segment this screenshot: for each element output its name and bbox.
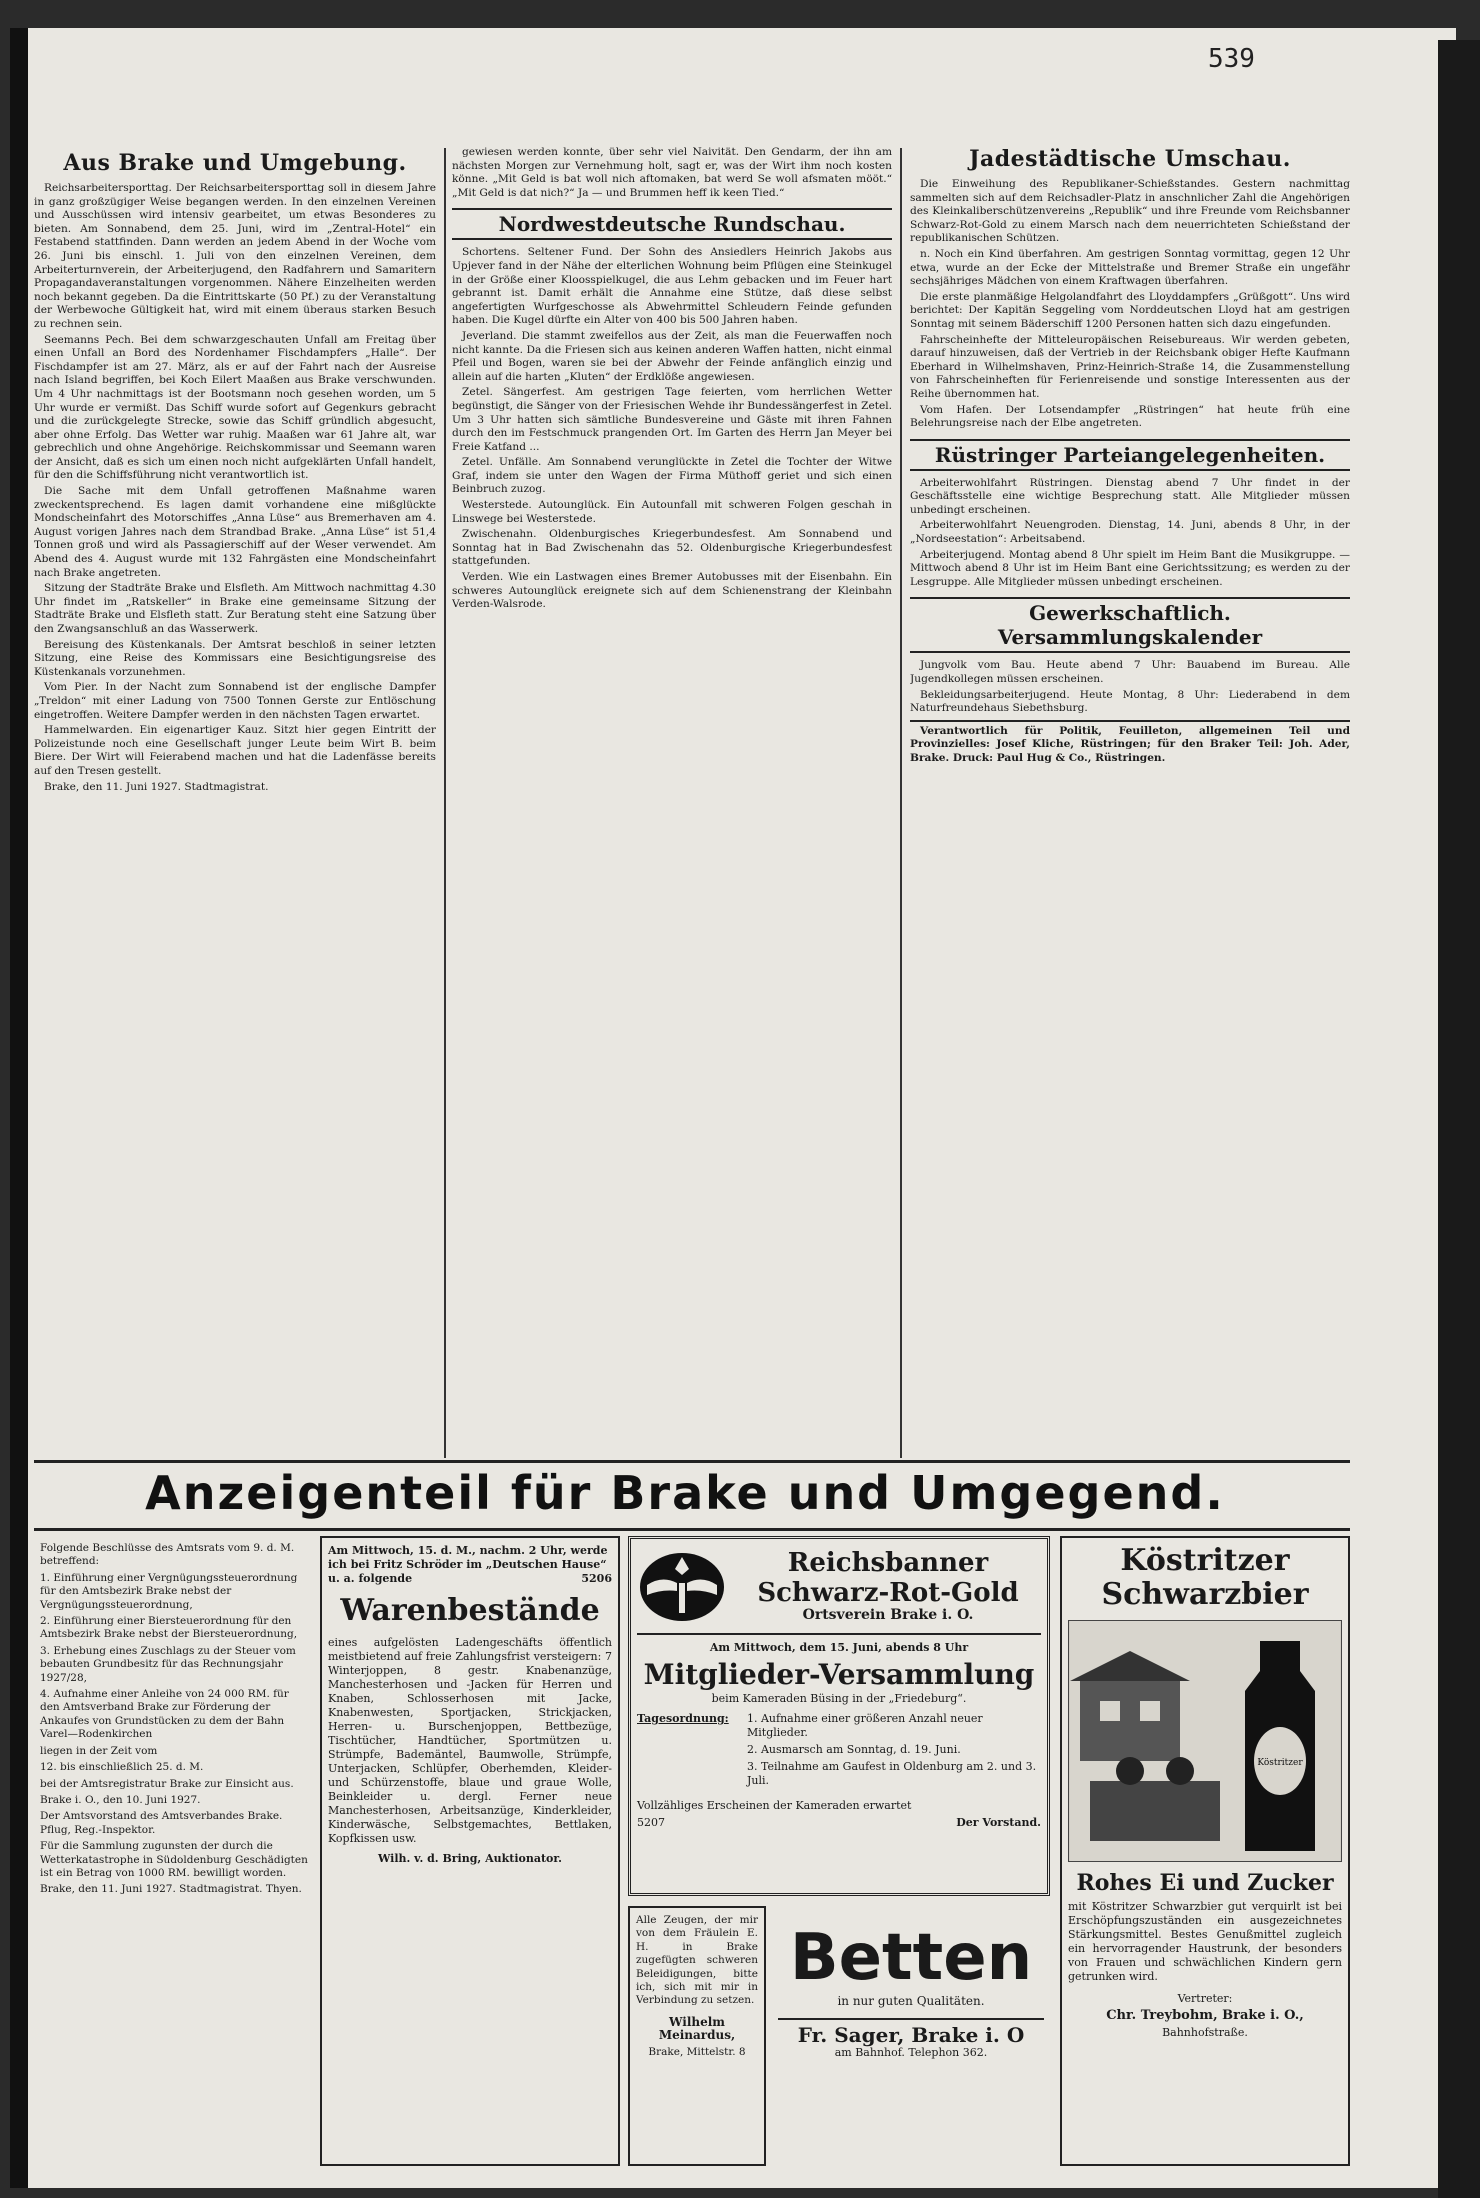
article-paragraph: Sitzung der Stadträte Brake und Elsfleth. Am Mittwoch nachmittag 4.30 Uhr findet im „Ratskeller“ in Brake eine gemeinsame Sitzung der Stadträte Brake und Elsfleth statt. Zur Beratung steht eine Satzung über den Zwangsanschluß an das Wasserwerk. (34, 582, 436, 635)
beer-title-2: Schwarzbier (1101, 1577, 1309, 1612)
ad-section-heading: Anzeigenteil für Brake und Umgegend. (145, 1466, 1225, 1520)
beer-illustration (1068, 1620, 1342, 1862)
ad-warenbestaende (320, 1536, 620, 2166)
notice-line: liegen in der Zeit vom (40, 1744, 158, 1757)
witness-name: Wilhelm Meinardus, (658, 2014, 736, 2043)
agenda-item: 1. Aufnahme einer größeren Anzahl neuer Mitglieder. (747, 1712, 983, 1739)
article-paragraph: Zetel. Unfälle. Am Sonnabend verunglückte in Zetel die Tochter der Witwe Graf, indem sie unter den Wagen der Firma Müthoff geriet und sich einen Beinbruch zuzog. (452, 456, 892, 496)
ad-code: 5207 (637, 1816, 665, 1829)
article-paragraph: Arbeiterwohlfahrt Neuengroden. Dienstag, 14. Juni, abends 8 Uhr, in der „Nordseestation“: Arbeitsabend. (910, 519, 1350, 546)
ad-koestritzer (1060, 1536, 1350, 2166)
section-heading-union: Gewerkschaftlich. Versammlungskalender (910, 597, 1350, 653)
betten-address: am Bahnhof. Telephon 362. (834, 2046, 988, 2059)
agenda-label: Tagesordnung: (637, 1712, 729, 1725)
betten-title: Betten (789, 1921, 1033, 1995)
ad-section-top-rule (34, 1460, 1350, 1463)
notice-line: 12. bis einschließlich 25. d. M. (40, 1761, 204, 1774)
eagle-icon (637, 1545, 727, 1625)
article-paragraph: Arbeiterjugend. Montag abend 8 Uhr spielt im Heim Bant die Musikgruppe. — Mittwoch abend 8 Uhr ist im Heim Bant eine Gerichtssitzung; es werden zu der Lesgruppe. Alle Mitglieder müssen unbedingt erscheinen. (910, 548, 1350, 588)
notice-line: 3. Erhebung eines Zuschlags zu der Steuer vom bebauten Grundbesitz für das Rechnungsjahr 1927/28, (40, 1644, 296, 1684)
agenda-list (747, 1712, 1041, 1791)
column-jade-city-news (910, 146, 1350, 1456)
article-paragraph: Zetel. Sängerfest. Am gestrigen Tage feierten, vom herrlichen Wetter begünstigt, die Sänger von der Friesischen Wehde ihr Bundessängerfest in Zetel. Um 3 Uhr hatten sich sämtliche Bundesvereine und Gäste mit ihren Fahnen durch den im Festschmuck prangenden Ort. Im Garten des Herrn Jan Meyer bei Freie Katfand ... (452, 386, 892, 453)
tavern-scene-icon (1069, 1621, 1341, 1861)
column-body (452, 246, 892, 611)
notice-line: Brake, den 11. Juni 1927. Stadtmagistrat. Thyen. (40, 1883, 302, 1896)
notice-line: Folgende Beschlüsse des Amtsrats vom 9. d. M. betreffend: (40, 1542, 295, 1568)
notice-line: 1. Einführung einer Vergnügungssteuerordnung für den Amtsbezirk Brake nebst der Vergnügungssteuerordnung, (40, 1571, 298, 1611)
meeting-place: beim Kameraden Büsing in der „Friedeburg“. (711, 1692, 967, 1705)
article-paragraph: Seemanns Pech. Bei dem schwarzgeschauten Unfall am Freitag über einen Unfall an Bord des Nordenhamer Fischdampfers „Halle“. Der Fischdampfer ist am 27. März, als er auf der Fahrt nach der Ausreise nach Island begriffen, bei Koch Eilert Maaßen aus Brake verschwunden. Um 4 Uhr nachmittags ist der Bootsmann noch gesehen worden, um 5 Uhr wurde er vermißt. Das Schiff wurde sofort auf Gegenkurs gebracht und die zurückgelegte Strecke, sowie das Schiff gründlich abgesucht, aber ohne Erfolg. Das Wetter war ruhig. Maaßen war 61 Jahre alt, war gebrechlich und ohne Angehörige. Reichskommissar und Seemann waren der Ansicht, daß es sich um einen noch nicht aufgeklärten Unfall handelt, für den die Schiffsführung nicht verantwortlich ist. (34, 333, 436, 482)
article-paragraph: Bekleidungsarbeiterjugend. Heute Montag, 8 Uhr: Liederabend in dem Naturfreundehaus Siebethsburg. (910, 688, 1350, 715)
notice-line: 4. Aufnahme einer Anleihe von 24 000 RM. für den Amtsverband Brake zur Förderung der Ankaufes von Grundstücken zu dem der Bahn Varel—Rodenkirchen (40, 1688, 289, 1741)
section-body-union (910, 659, 1350, 715)
auction-intro: Am Mittwoch, 15. d. M., nachm. 2 Uhr, werde ich bei Fritz Schröder im „Deutschen Hause“ u. a. folgende 5206 (328, 1544, 612, 1585)
article-paragraph: Arbeiterwohlfahrt Rüstringen. Dienstag abend 7 Uhr findet in der Geschäftsstelle eine wichtige Besprechung statt. Alle Mitglieder müssen unbedingt erscheinen. (910, 476, 1350, 516)
column-divider (900, 148, 902, 1458)
article-paragraph: Brake, den 11. Juni 1927. Stadtmagistrat. (44, 780, 269, 793)
auctioneer: Wilh. v. d. Bring, Auktionator. (378, 1852, 562, 1865)
column-brake-local-news (34, 150, 436, 1450)
article-paragraph: Schortens. Seltener Fund. Der Sohn des Ansiedlers Heinrich Jakobs aus Upjever fand in der Nähe der elterlichen Wohnung beim Pflügen eine Steinkugel in der Größe einer Kloosspielkugel, die aus Lehm gebacken und im Feuer hart gebrannt ist. Damit erhält die Annahme eine Stütze, daß diese selbst angefertigten Wurfgeschosse als Abwehrmittel Schleudern Feinde gefunden haben. Die Kugel dürfte ein Alter von 400 bis 500 Jahren haben. (452, 246, 892, 327)
continued-paragraph: gewiesen werden konnte, über sehr viel Naivität. Den Gendarm, der ihn am nächsten Morgen zur Vernehmung holt, sagt er, was der Wirt ihm noch kosten könne. „Mit Geld is bat woll nich aftomaken, bat werd Se woll afsmaten mööt.“ „Mit Geld is dat nich?“ Ja — und Brummen heff ik keen Tied.“ (452, 146, 892, 199)
beer-text: mit Köstritzer Schwarzbier gut verquirlt ist bei Erschöpfungszuständen ein ausgezeichnetes Stärkungsmittel. Bestes Genußmittel zugleich ein hervorragender Haustrunk, der besonders von Frauen und schwächlichen Kindern gern getrunken wird. (1068, 1900, 1342, 1983)
ad-reichsbanner (628, 1536, 1050, 1896)
article-paragraph: Die Einweihung des Republikaner-Schießstandes. Gestern nachmittag sammelten sich auf dem Reichsadler-Platz in anschnlicher Zahl die Angehörigen des Kleinkaliberschützenvereins „Republik“ und ihre Freunde vom Reichsbanner Schwarz-Rot-Gold zu einem Marsch nach dem neuerrichteten Schießstand der republikanischen Schützen. (910, 178, 1350, 245)
ad-betten (772, 1906, 1050, 2166)
betten-company: Fr. Sager, Brake i. O (778, 2018, 1044, 2042)
column-body (910, 178, 1350, 431)
witness-text: Alle Zeugen, der mir von dem Fräulein E. H. in Brake zugefügten schweren Beleidigungen, bitte ich, sich mit mir in Verbindung zu setzen. (636, 1914, 758, 2007)
agenda-item: 2. Ausmarsch am Sonntag, d. 19. Juni. (747, 1743, 961, 1756)
article-paragraph: n. Noch ein Kind überfahren. Am gestrigen Sonntag vormittag, gegen 12 Uhr etwa, wurde an der Ecke der Mittelstraße und Bremer Straße ein ungefähr sechsjähriges Mädchen von einem Kraftwagen überfahren. (910, 247, 1350, 288)
bottle-label: Köstritzer (1257, 1758, 1303, 1768)
board-signature: Der Vorstand. (956, 1816, 1041, 1829)
imprint: Verantwortlich für Politik, Feuilleton, allgemeinen Teil und Provinzielles: Josef Kliche, Rüstringen; für den Braker Teil: Joh. Ader, Brake. Druck: Paul Hug & Co., Rüstringen. (910, 720, 1350, 766)
beer-rep: Chr. Treybohm, Brake i. O., (1106, 2008, 1304, 2023)
article-paragraph: Vom Hafen. Der Lotsendampfer „Rüstringen“ hat heute früh eine Belehrungsreise nach der Elbe angetreten. (910, 403, 1350, 430)
meeting-footer (637, 1816, 1041, 1830)
ad-witness-request (628, 1906, 766, 2166)
notice-line: Für die Sammlung zugunsten der durch die Wetterkatastrophe in Südoldenburg Geschädigten ist ein Betrag von 1000 RM. bewilligt worden. (40, 1840, 308, 1879)
meeting-closing: Vollzähliges Erscheinen der Kameraden erwartet (637, 1799, 912, 1812)
column-divider (444, 148, 446, 1458)
column-northwest-news (452, 146, 892, 1456)
auction-title: Warenbestände (340, 1593, 600, 1628)
ad-amtsrat-notice (34, 1536, 316, 2166)
beer-rep-label: Vertreter: (1177, 1992, 1233, 2005)
article-paragraph: Jungvolk vom Bau. Heute abend 7 Uhr: Bauabend im Bureau. Alle Jugendkollegen müssen erscheinen. (910, 659, 1350, 686)
column-heading: Jadestädtische Umschau. (969, 146, 1291, 172)
ad-code: 5206 (581, 1572, 612, 1585)
witness-address: Brake, Mittelstr. 8 (648, 2045, 746, 2058)
beer-rep-address: Bahnhofstraße. (1162, 2026, 1248, 2039)
article-paragraph: Fahrscheinhefte der Mitteleuropäischen Reisebureaus. Wir werden gebeten, darauf hinzuweisen, daß der Vertrieb in der Reichsbank obiger Hefte Kaufmann Eberhard in Wilhelmshaven, Prinz-Heinrich-Straße 14, die Zusammenstellung von Fahrscheinheften für Ferienreisende und sonstige Interessenten aus der Reihe übernommen hat. (910, 333, 1350, 400)
binding-edge (1438, 40, 1480, 2198)
beer-slogan: Rohes Ei und Zucker (1076, 1870, 1334, 1896)
ad-section-bottom-rule (34, 1528, 1350, 1531)
article-paragraph: Die Sache mit dem Unfall getroffenen Maßnahme waren zweckentsprechend. Es lagen damit vorhandene eine mißglückte Mondscheinfahrt des Motorschiffes „Anna Lüse“ aus Bremerhaven am 4. August vorigen Jahres nach dem Strandbad Brake. „Anna Lüse“ ist 51,4 Tonnen groß und wird als Passagierschiff auf der Weser verwendet. Am Abend des 4. August wurde mit 132 Fahrgästen eine Mondscheinfahrt nach Brake angetreten. (34, 485, 436, 579)
notice-line: 2. Einführung einer Biersteuerordnung für den Amtsbezirk Brake nebst der Biersteuerordnung, (40, 1615, 298, 1641)
reichsbanner-title: Reichsbanner (787, 1548, 989, 1578)
betten-sub: in nur guten Qualitäten. (837, 1994, 985, 2008)
article-paragraph: Bereisung des Küstenkanals. Der Amtsrat beschloß in seiner letzten Sitzung, eine Reise des Kommissars eine Besichtigungsreise des Küstenkanals vorzunehmen. (34, 638, 436, 678)
reichsbanner-local: Ortsverein Brake i. O. (802, 1607, 974, 1623)
agenda-item: 3. Teilnahme am Gaufest in Oldenburg am 2. und 3. Juli. (747, 1760, 1037, 1787)
article-paragraph: Hammelwarden. Ein eigenartiger Kauz. Sitzt hier gegen Eintritt der Polizeistunde noch eine Gesellschaft junger Leute beim Wirt B. beim Biere. Der Wirt will Feierabend machen und hat die Ladenfässe bereits auf den Tresen gestellt. (34, 724, 436, 777)
reichsbanner-colors: Schwarz-Rot-Gold (757, 1578, 1019, 1608)
article-paragraph: Jeverland. Die stammt zweifellos aus der Zeit, als man die Feuerwaffen noch nicht kannte. Da die Friesen sich aus keinen anderen Waffen hatten, nicht einmal Pfeil und Bogen, waren sie bei der Abwehr der Feinde anfänglich einzig und allein auf die harten „Kluten“ der Erdklöße angewiesen. (452, 329, 892, 383)
beer-title: Köstritzer (1120, 1543, 1290, 1578)
article-paragraph: Vom Pier. In der Nacht zum Sonnabend ist der englische Dampfer „Treldon“ mit einer Ladung von 7500 Tonnen Gerste zur Entlöschung eingetroffen. Weitere Dampfer werden in den nächsten Tagen erwartet. (34, 681, 436, 721)
article-paragraph: Reichsarbeitersporttag. Der Reichsarbeitersporttag soll in diesem Jahre in ganz großzügiger Weise begangen werden. In den einzelnen Vereinen und Ausschüssen wird intensiv gearbeitet, um etwas Besonderes zu bieten. Am Sonnabend, dem 25. Juni, wird im „Zentral-Hotel“ ein Festabend stattfinden. Dann werden an jedem Abend in der Woche vom 26. Juni bis einschl. 1. Juli von den einzelnen Vereinen, dem Arbeiterturnverein, der Arbeiterjugend, den Radfahrern und Samaritern Propagandaveranstaltungen vorgenommen. Nähere Einzelheiten werden noch bekannt gegeben. Da die Eintrittskarte (50 Pf.) zu der Veranstaltung der Werbewoche Gültigkeit hat, wird mit einem überaus starken Besuch zu rechnen sein. (34, 182, 436, 330)
auction-body: eines aufgelösten Ladengeschäfts öffentlich meistbietend auf freie Zahlungsfrist versteigern: 7 Winterjoppen, 8 gestr. Knabenanzüge, Manchesterhosen und -Jacken für Herren und Knaben, Schlosserhosen mit Jacke, Knabenwesten, Sportjacken, Strickjacken, Herren- u. Burschenjoppen, Bettbezüge, Tischtücher, Handtücher, Sportmützen u. Strümpfe, Bademäntel, Baumwolle, Strümpfe, Unterjacken, Schlüpfer, Oberhemden, Kleider- und Schürzenstoffe, blaue und graue Wolle, Beinkleider u. dergl. Ferner neue Manchesterhosen, Arbeitsanzüge, Kinderkleider, Kinderwäsche, Selbstgemachtes, Bettlaken, Kopfkissen usw. (328, 1636, 612, 1845)
notice-line: bei der Amtsregistratur Brake zur Einsicht aus. (40, 1777, 294, 1790)
notice-line: Brake i. O., den 10. Juni 1927. (40, 1793, 201, 1806)
article-paragraph: Die erste planmäßige Helgolandfahrt des Lloyddampfers „Grüßgott“. Uns wird berichtet: Der Kapitän Seggeling vom Norddeutschen Lloyd hat am gestrigen Sonntag mit seinem Bäderschiff 1200 Personen hatten sich dazu eingefunden. (910, 290, 1350, 330)
article-paragraph: Verden. Wie ein Lastwagen eines Bremer Autobusses mit der Eisenbahn. Ein schweres Autounglück ereignete sich auf dem Schienenstrang der Kleinbahn Verden-Walsrode. (452, 571, 892, 611)
column-heading: Nordwestdeutsche Rundschau. (452, 208, 892, 240)
column-heading: Aus Brake und Umgebung. (63, 150, 407, 176)
page-number: 539 (1208, 44, 1255, 74)
column-body (34, 182, 436, 794)
meeting-title: Mitglieder-Versammlung (643, 1658, 1035, 1691)
section-heading-party: Rüstringer Parteiangelegenheiten. (910, 439, 1350, 471)
notice-line: Der Amtsvorstand des Amtsverbandes Brake. Pflug, Reg.-Inspektor. (40, 1810, 283, 1836)
article-paragraph: Westerstede. Autounglück. Ein Autounfall mit schweren Folgen geschah in Linswege bei Westerstede. (452, 499, 892, 525)
article-paragraph: Zwischenahn. Oldenburgisches Kriegerbundesfest. Am Sonnabend und Sonntag hat in Bad Zwischenahn das 52. Oldenburgische Kriegerbundesfest stattgefunden. (452, 528, 892, 568)
section-body-party (910, 477, 1350, 590)
meeting-date: Am Mittwoch, dem 15. Juni, abends 8 Uhr (709, 1641, 969, 1654)
